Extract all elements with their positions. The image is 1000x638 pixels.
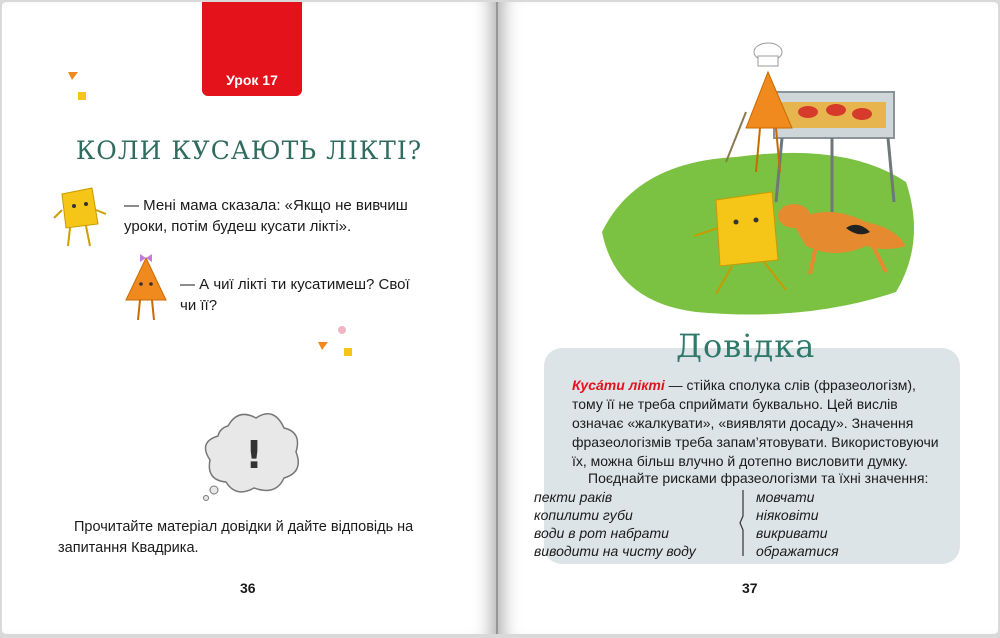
lesson-tab <box>202 2 302 96</box>
matching-task: Поєднайте рисками фразеологізми та їхні значення: <box>588 470 929 486</box>
phrase-item: пекти раків <box>534 489 613 505</box>
meaning-list <box>756 488 839 560</box>
definition-text <box>572 376 944 471</box>
triangle-character-icon <box>118 248 174 324</box>
meaning-item: ображатися <box>756 543 839 559</box>
meaning-item: викривати <box>756 525 828 541</box>
thought-symbol: ! <box>245 433 263 477</box>
meaning-item: мовчати <box>756 489 815 505</box>
page-title: КОЛИ КУСАЮТЬ ЛІКТІ? <box>75 136 423 165</box>
picnic-illustration <box>596 32 916 332</box>
right-page <box>498 2 998 634</box>
page-number-left: 36 <box>240 580 256 596</box>
left-page <box>2 2 496 634</box>
meaning-item: ніяковіти <box>756 507 819 523</box>
dialogue-line-2: — А чиї лікті ти кусатимеш? Свої чи її? <box>180 276 410 314</box>
reference-heading: Довідка <box>676 327 816 365</box>
definition-body: — стійка сполука слів (фразеологізм), тому її не треба сприймати буквально. Цей вислів означає «жалкувати», «виявляти досаду». Значення фразеологізмів треба запам’ятовувати. Використовуючи їх, можна більш влучно й дотепно висловити думку. <box>572 377 939 469</box>
square-character-icon <box>52 184 112 254</box>
confetti-top-icon <box>62 66 92 106</box>
phrase-item: копилити губи <box>534 507 633 523</box>
dialogue-line-1: — Мені мама сказала: «Якщо не вивчиш уроки, потім будеш кусати лікті». <box>124 197 408 235</box>
instruction-text: Прочитайте матеріал довідки й дайте відповідь на запитання Квадрика. <box>58 519 414 556</box>
lesson-label: Урок 17 <box>226 72 278 88</box>
term-kusaty-likti: Кусáти лікті <box>572 377 665 393</box>
confetti-middle-icon <box>316 322 362 362</box>
phrase-item: води в рот набрати <box>534 525 669 541</box>
phrase-item: виводити на чисту воду <box>534 543 696 559</box>
matching-divider <box>739 490 747 556</box>
thought-bubble-icon <box>198 406 308 502</box>
phrase-list <box>534 488 696 560</box>
page-number-right: 37 <box>742 580 758 596</box>
